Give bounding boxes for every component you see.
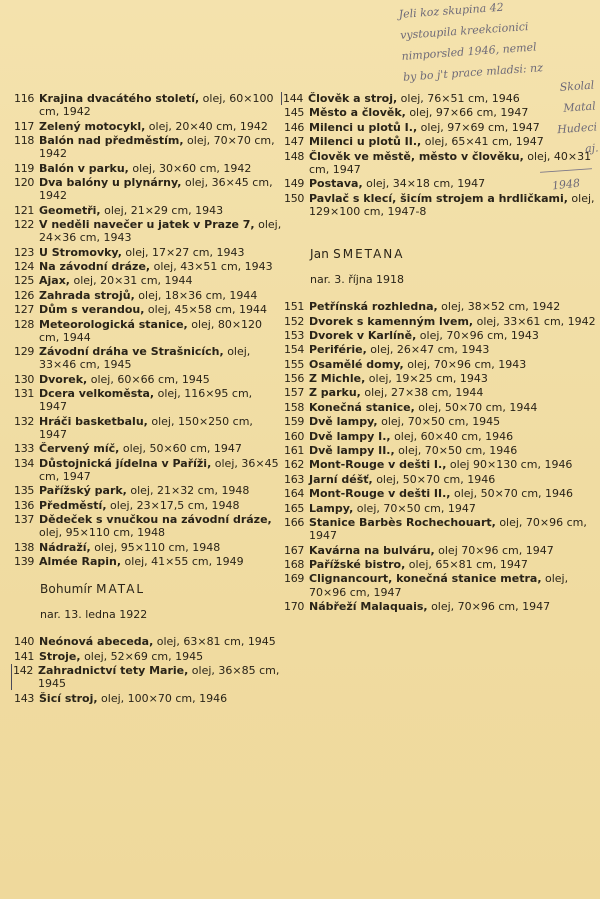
entry-details: olej, 50×60 cm, 1947: [119, 442, 242, 456]
entry-title: Geometři,: [39, 203, 101, 217]
entry-number: 138: [14, 540, 35, 554]
entry-details: olej, 19×25 cm, 1943: [365, 372, 488, 386]
entry-title: Pařížský park,: [39, 484, 127, 498]
entry-details: olej, 129×100 cm, 1947-8: [309, 191, 595, 218]
entry-details: olej, 70×96 cm, 1943: [403, 357, 527, 371]
entry-number: 130: [14, 372, 35, 386]
entry-text: [39, 345, 282, 371]
entry-details: olej, 80×120 cm, 1944: [39, 317, 263, 344]
entry-number: 168: [284, 557, 305, 571]
entry-number: 143: [14, 691, 35, 705]
entry-details: olej, 27×38 cm, 1944: [360, 386, 484, 400]
catalog-entry: [284, 600, 596, 613]
entry-details: olej, 26×47 cm, 1943: [366, 343, 490, 357]
entry-text: [309, 358, 596, 371]
entry-number: 129: [14, 345, 35, 359]
catalog-entry: [14, 635, 282, 648]
entry-title: Jarní déšť,: [309, 472, 373, 486]
entry-details: olej, 100×70 cm, 1946: [97, 691, 228, 705]
artist-heading-matal: [14, 582, 282, 596]
entry-title: Z Michle,: [309, 372, 366, 386]
artist-surname: SMETANA: [333, 247, 405, 262]
entry-number: 142: [11, 664, 38, 690]
entry-number: 159: [284, 415, 305, 429]
entry-text: [39, 387, 282, 413]
entry-text: [39, 650, 282, 663]
entry-text: [39, 373, 282, 386]
catalog-entry: [284, 300, 596, 313]
entry-number: 132: [14, 414, 35, 428]
entry-text: [309, 315, 596, 328]
entry-details: olej, 70×50 cm, 1945: [377, 415, 501, 429]
entry-title: Dvorek s kamenným lvem,: [309, 314, 474, 328]
entry-title: Lampy,: [309, 501, 354, 515]
entry-number: 151: [284, 300, 305, 314]
entry-title: Město a člověk,: [309, 106, 406, 120]
catalog-entry: [284, 372, 596, 385]
entry-number: 139: [14, 555, 35, 569]
entry-details: olej, 97×66 cm, 1947: [405, 106, 529, 120]
catalog-entry: [284, 329, 596, 342]
catalog-entry: [14, 260, 282, 273]
catalog-entry: [14, 246, 282, 259]
entry-number: 133: [14, 442, 35, 456]
entry-text: [39, 484, 282, 497]
entry-title: Mont-Rouge v dešti II.,: [309, 487, 451, 501]
entry-title: Červený míč,: [39, 442, 120, 456]
entry-text: [39, 692, 282, 705]
entry-title: Dům s verandou,: [39, 303, 145, 317]
catalog-entry: [284, 121, 596, 134]
catalog-entry: [284, 135, 596, 148]
entry-title: Balón nad předměstím,: [39, 133, 184, 147]
entry-details: olej, 70×50 cm, 1947: [353, 501, 476, 515]
entry-number: 137: [14, 513, 35, 527]
catalog-entry: [284, 502, 596, 515]
entry-title: Dcera velkoměsta,: [39, 387, 155, 401]
entry-details: olej, 33×61 cm, 1942: [473, 314, 596, 328]
entry-number: 127: [14, 303, 35, 317]
catalog-entry: [284, 192, 596, 218]
entry-title: Ajax,: [39, 274, 70, 288]
entry-details: olej, 30×60 cm, 1942: [128, 161, 252, 175]
entry-text: [39, 92, 282, 118]
catalog-entry: [284, 315, 596, 328]
entry-number: 152: [284, 314, 305, 328]
handwritten-line: Hudeci: [556, 120, 598, 137]
entry-number: 122: [14, 217, 35, 231]
entry-details: olej, 97×69 cm, 1947: [417, 120, 540, 134]
left-column: [14, 92, 282, 706]
entry-details: olej, 41×55 cm, 1949: [121, 555, 244, 569]
artist-first-name: Jan: [310, 247, 330, 262]
entry-details: olej, 50×70 cm, 1946: [372, 472, 496, 486]
catalog-entry: [14, 162, 282, 175]
entry-number: 119: [14, 161, 35, 175]
entry-title: Dědeček s vnučkou na závodní dráze,: [39, 513, 272, 527]
catalog-entry: [284, 358, 596, 371]
entry-text: [309, 502, 596, 515]
entry-title: Neónová abeceda,: [39, 635, 154, 649]
catalog-entry: [284, 386, 596, 399]
entry-title: Pařížské bistro,: [309, 557, 406, 571]
handwritten-line: Skolal: [559, 78, 595, 94]
entry-text: [39, 204, 282, 217]
entry-details: olej, 33×46 cm, 1945: [39, 345, 251, 372]
entry-text: [39, 415, 282, 441]
entry-text: [309, 430, 596, 443]
catalog-entry: [284, 343, 596, 356]
entry-text: [309, 600, 596, 613]
entry-details: olej, 65×41 cm, 1947: [421, 135, 544, 149]
entry-title: Clignancourt, konečná stanice metra,: [309, 572, 542, 586]
catalog-entry: [14, 555, 282, 568]
entry-text: [39, 274, 282, 287]
catalog-entry: [14, 274, 282, 287]
entry-number: 163: [284, 472, 305, 486]
entry-text: [309, 329, 596, 342]
entry-text: [309, 473, 596, 486]
entry-details: olej, 17×27 cm, 1943: [121, 245, 245, 259]
entry-number: 124: [14, 259, 35, 273]
entry-text: [39, 303, 282, 316]
entry-title: Zahradnictví tety Marie,: [38, 664, 189, 677]
entry-number: 158: [284, 400, 305, 414]
entry-number: 166: [284, 516, 305, 529]
entry-title: Periférie,: [309, 343, 367, 357]
entry-title: Dvě lampy,: [309, 415, 378, 429]
entry-title: Almée Rapin,: [39, 555, 122, 569]
catalog-entry: [14, 484, 282, 497]
entry-number: 153: [284, 328, 305, 342]
handwritten-line: Jeli koz skupina 42: [398, 0, 505, 21]
entry-text: [39, 318, 282, 344]
entry-details: olej, 34×18 cm, 1947: [362, 177, 486, 191]
entry-title: Zelený motocykl,: [39, 119, 146, 133]
entry-number: 160: [284, 429, 305, 443]
entry-title: Stroje,: [39, 649, 81, 663]
entry-details: olej, 60×66 cm, 1945: [87, 372, 210, 386]
entry-details: olej, 76×51 cm, 1946: [397, 92, 520, 105]
entry-text: [39, 246, 282, 259]
entry-text: [309, 150, 596, 176]
entry-title: Člověk a stroj,: [308, 92, 398, 105]
entry-details: olej 90×130 cm, 1946: [446, 458, 573, 472]
catalog-entry: [14, 176, 282, 202]
catalog-entry: [14, 415, 282, 441]
right-top-entry-list: [284, 92, 596, 218]
entry-text: [39, 176, 282, 202]
entry-text: [39, 513, 282, 539]
entry-title: Krajina dvacátého století,: [39, 92, 200, 105]
catalog-entry: [14, 303, 282, 316]
entry-text: [39, 457, 282, 483]
entry-title: Šicí stroj,: [39, 691, 98, 705]
entry-number: 144: [281, 92, 308, 105]
entry-text: [309, 415, 596, 428]
entry-title: Milenci u plotů II.,: [309, 135, 422, 149]
entry-text: [309, 300, 596, 313]
catalog-entry: [14, 541, 282, 554]
catalog-entry: [14, 318, 282, 344]
artist-heading-smetana: [284, 247, 596, 261]
entry-text: [39, 555, 282, 568]
entry-details: olej, 70×96 cm, 1947: [309, 516, 587, 543]
entry-number: 135: [14, 484, 35, 498]
entry-title: Meteorologická stanice,: [39, 317, 188, 331]
entry-title: Dvě lampy I.,: [309, 429, 391, 443]
catalog-entry: [14, 499, 282, 512]
catalog-entry: [14, 289, 282, 302]
artist-surname: MATAL: [96, 582, 146, 597]
entry-number: 154: [284, 343, 305, 357]
catalog-entry: [14, 387, 282, 413]
entry-details: olej, 21×29 cm, 1943: [100, 203, 224, 217]
entry-number: 161: [284, 444, 305, 458]
catalog-entry: [284, 572, 596, 598]
entry-details: olej, 150×250 cm, 1947: [39, 414, 253, 441]
left-entry-list: [14, 92, 282, 568]
entry-details: olej, 60×40 cm, 1946: [390, 429, 514, 443]
catalog-entry: [284, 487, 596, 500]
entry-title: Člověk ve městě, město v člověku,: [309, 149, 524, 163]
entry-details: olej, 95×110 cm, 1948: [39, 526, 166, 540]
entry-details: olej, 52×69 cm, 1945: [80, 649, 204, 663]
entry-text: [309, 558, 596, 571]
entry-title: Milenci u plotů I.,: [309, 120, 418, 134]
entry-title: Závodní dráha ve Strašnicích,: [39, 345, 224, 359]
entry-number: 134: [14, 456, 35, 470]
entry-text: [309, 343, 596, 356]
entry-title: Balón v parku,: [39, 161, 129, 175]
entry-details: olej, 20×40 cm, 1942: [145, 119, 268, 133]
entry-number: 141: [14, 649, 35, 663]
entry-text: [309, 372, 596, 385]
handwritten-line: nimporsled 1946, nemel: [401, 40, 538, 63]
entry-title: Dvorek v Karlíně,: [309, 328, 417, 342]
entry-text: [309, 192, 596, 218]
entry-number: 117: [14, 119, 35, 133]
entry-title: U Stromovky,: [39, 245, 122, 259]
catalog-entry: [284, 516, 596, 542]
catalog-entry: [284, 458, 596, 471]
catalog-entry: [14, 92, 282, 118]
entry-text: [309, 444, 596, 457]
entry-text: [39, 260, 282, 273]
entry-text: [39, 218, 282, 244]
entry-text: [39, 499, 282, 512]
handwritten-year: 1948: [551, 176, 581, 193]
catalog-entry: [284, 401, 596, 414]
entry-number: 169: [284, 572, 305, 586]
entry-number: 126: [14, 288, 35, 302]
entry-details: olej, 70×96 cm, 1943: [416, 328, 539, 342]
entry-details: olej, 70×70 cm, 1942: [39, 133, 275, 161]
entry-details: olej, 70×96 cm, 1947: [309, 572, 569, 599]
entry-number: 128: [14, 317, 35, 331]
entry-number: 123: [14, 245, 35, 259]
entry-details: olej, 50×70 cm, 1944: [414, 400, 538, 414]
entry-title: Stanice Barbès Rochechouart,: [309, 516, 496, 529]
entry-details: olej, 45×58 cm, 1944: [144, 303, 267, 317]
entry-title: Osamělé domy,: [309, 357, 404, 371]
catalog-entry: [284, 444, 596, 457]
entry-number: 125: [14, 274, 35, 288]
entry-number: 118: [14, 133, 35, 147]
entry-details: olej, 116×95 cm, 1947: [39, 387, 253, 414]
entry-details: olej, 21×32 cm, 1948: [126, 484, 250, 498]
entry-number: 162: [284, 458, 305, 472]
entry-number: 145: [284, 106, 305, 120]
entry-details: olej, 36×45 cm, 1942: [39, 175, 273, 203]
catalog-entry: [284, 177, 596, 190]
entry-title: Hráči basketbalu,: [39, 414, 148, 428]
smetana-entry-list: [284, 300, 596, 613]
entry-title: Z parku,: [309, 386, 361, 400]
entry-text: [309, 106, 596, 119]
entry-text: [39, 162, 282, 175]
entry-number: 116: [14, 92, 35, 105]
catalog-entry: [284, 150, 596, 176]
entry-number: 157: [284, 386, 305, 400]
entry-number: 136: [14, 498, 35, 512]
entry-details: olej, 23×17,5 cm, 1948: [106, 498, 240, 512]
handwritten-line: by bo j't prace mladsi: nz: [402, 61, 544, 84]
catalog-entry: [14, 134, 282, 160]
entry-title: V neděli navečer u jatek v Praze 7,: [39, 217, 255, 231]
catalog-entry: [14, 345, 282, 371]
catalog-entry: [14, 513, 282, 539]
catalog-entry: [284, 473, 596, 486]
matal-entry-list: [14, 635, 282, 705]
entry-number: 150: [284, 191, 305, 205]
catalog-entry: [14, 373, 282, 386]
entry-text: [39, 442, 282, 455]
entry-text: [39, 635, 282, 648]
entry-number: 120: [14, 175, 35, 189]
handwritten-line: vystoupila kreekcionici: [399, 19, 529, 42]
entry-text: [309, 386, 596, 399]
entry-text: [38, 664, 282, 690]
entry-number: 156: [284, 372, 305, 386]
entry-number: 148: [284, 149, 305, 163]
catalog-entry: [284, 106, 596, 119]
entry-text: [309, 487, 596, 500]
entry-text: [39, 289, 282, 302]
entry-number: 147: [284, 135, 305, 149]
entry-number: 140: [14, 635, 35, 649]
entry-text: [308, 92, 596, 105]
catalog-entry: [284, 558, 596, 571]
entry-number: 131: [14, 387, 35, 401]
entry-title: Dva balóny u plynárny,: [39, 175, 182, 189]
entry-number: 170: [284, 599, 305, 613]
entry-text: [309, 401, 596, 414]
entry-details: olej, 40×31 cm, 1947: [309, 149, 592, 176]
catalog-entry: [14, 457, 282, 483]
entry-title: Předměstí,: [39, 498, 107, 512]
entry-title: Kavárna na bulváru,: [309, 543, 435, 557]
entry-details: olej, 43×51 cm, 1943: [150, 259, 273, 273]
entry-title: Postava,: [309, 177, 363, 191]
right-column: [284, 92, 596, 614]
handwritten-line: aj.: [584, 141, 599, 156]
entry-title: Důstojnická jídelna v Paříži,: [39, 456, 212, 470]
catalog-entry: [284, 415, 596, 428]
entry-number: 149: [284, 177, 305, 191]
entry-details: olej, 18×36 cm, 1944: [134, 288, 258, 302]
entry-details: olej, 70×50 cm, 1946: [394, 444, 518, 458]
entry-number: 167: [284, 543, 305, 557]
entry-title: Konečná stanice,: [309, 400, 415, 414]
entry-title: Dvě lampy II.,: [309, 444, 395, 458]
entry-details: olej, 70×96 cm, 1947: [427, 599, 551, 613]
entry-details: olej 70×96 cm, 1947: [434, 543, 554, 557]
catalog-entry: [14, 120, 282, 133]
entry-details: olej, 24×36 cm, 1943: [39, 217, 282, 245]
artist-birth-smetana: nar. 3. října 1918: [310, 273, 405, 287]
entry-title: Zahrada strojů,: [39, 288, 135, 302]
entry-text: [39, 134, 282, 160]
entry-details: olej, 36×85 cm, 1945: [38, 664, 280, 691]
artist-first-name: Bohumír: [40, 582, 93, 597]
entry-details: olej, 63×81 cm, 1945: [153, 635, 276, 649]
entry-details: olej, 95×110 cm, 1948: [90, 540, 221, 554]
entry-text: [39, 120, 282, 133]
catalog-entry: [14, 442, 282, 455]
entry-text: [309, 458, 596, 471]
entry-title: Mont-Rouge v dešti I.,: [309, 458, 447, 472]
entry-number: 121: [14, 203, 35, 217]
entry-text: [309, 516, 596, 542]
entry-title: Nádraží,: [39, 540, 91, 554]
catalog-entry: [14, 692, 282, 705]
entry-details: olej, 65×81 cm, 1947: [405, 557, 528, 571]
catalog-entry: [14, 650, 282, 663]
entry-details: olej, 36×45 cm, 1947: [39, 456, 279, 483]
handwritten-line: Matal: [562, 99, 597, 115]
catalog-entry: [284, 92, 596, 105]
entry-text: [309, 572, 596, 598]
entry-text: [39, 541, 282, 554]
catalog-entry: [14, 218, 282, 244]
catalog-entry: [14, 664, 282, 690]
catalog-entry: [14, 204, 282, 217]
entry-details: olej, 20×31 cm, 1944: [69, 274, 193, 288]
entry-number: 165: [284, 501, 305, 515]
entry-number: 146: [284, 120, 305, 134]
entry-text: [309, 544, 596, 557]
entry-title: Nábřeží Malaquais,: [309, 599, 428, 613]
entry-title: Pavlač s klecí, šicím strojem a hrdličkami,: [309, 191, 568, 205]
entry-title: Dvorek,: [39, 372, 88, 386]
entry-details: olej, 50×70 cm, 1946: [450, 487, 574, 501]
entry-text: [309, 135, 596, 148]
entry-details: olej, 60×100 cm, 1942: [39, 92, 274, 119]
entry-number: 164: [284, 487, 305, 501]
entry-text: [309, 177, 596, 190]
entry-number: 155: [284, 357, 305, 371]
catalog-entry: [284, 430, 596, 443]
entry-title: Na závodní dráze,: [39, 259, 151, 273]
entry-title: Petřínská rozhledna,: [309, 300, 438, 314]
catalog-entry: [284, 544, 596, 557]
entry-text: [309, 121, 596, 134]
artist-birth-matal: nar. 13. ledna 1922: [40, 608, 148, 622]
entry-details: olej, 38×52 cm, 1942: [437, 300, 561, 314]
